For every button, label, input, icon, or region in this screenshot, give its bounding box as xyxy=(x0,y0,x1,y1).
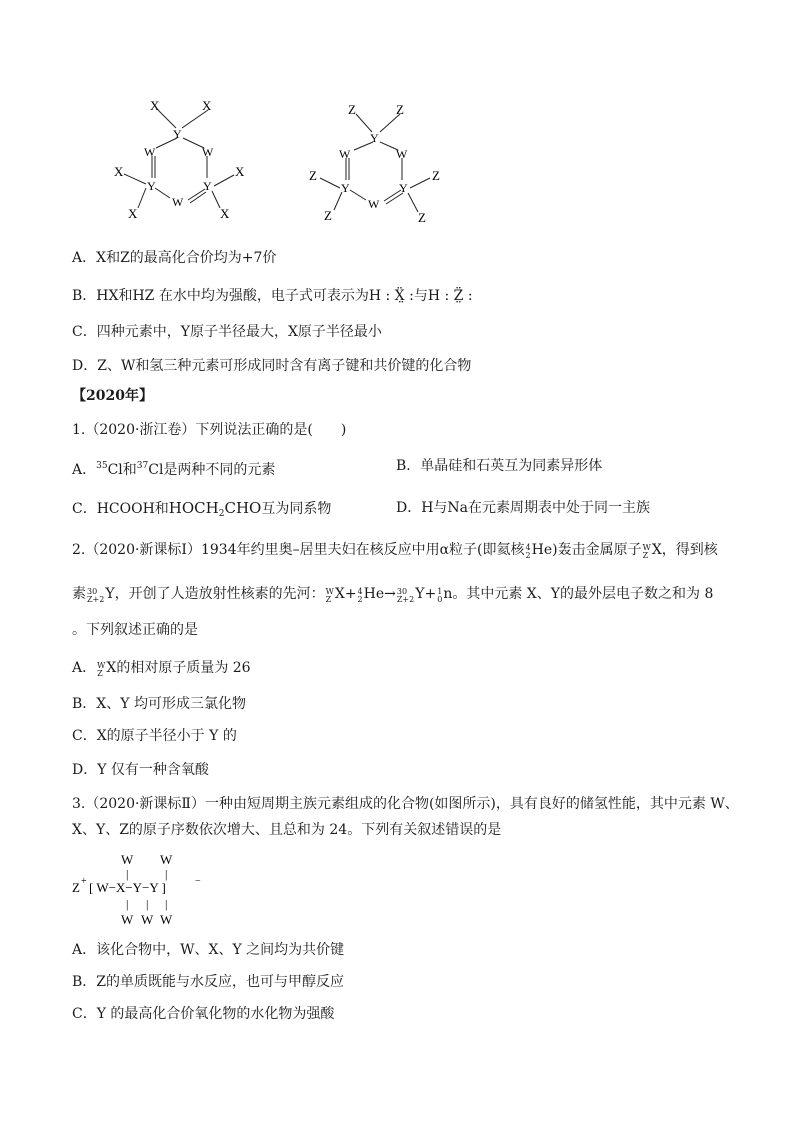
q3-stem-line1: 3.（2020·新课标Ⅱ）一种由短周期主族元素组成的化合物(如图所示)，具有良好的储氢性能，其中元素 W、 xyxy=(72,796,739,812)
eq-arrow: → xyxy=(384,586,396,602)
eq-he-mass: 4 xyxy=(357,587,363,596)
q3-option-b: B．Z的单质既能与水反应，也可与甲醇反应 xyxy=(72,974,345,990)
eq-nuclide-x xyxy=(326,588,334,604)
x-symbol: X xyxy=(651,542,662,558)
q1-a-el2: Cl是两种不同的元素 xyxy=(148,462,276,478)
q2-a-prefix: A． xyxy=(72,660,97,676)
ring-right-sub-right-upper: Z xyxy=(432,168,440,183)
y-symbol: Y xyxy=(105,586,115,602)
anion-cation-z: Z xyxy=(72,880,80,895)
ring-left-w-left: W xyxy=(144,145,156,159)
anion-bond-top-1: | xyxy=(126,867,129,881)
n-mass: 1 xyxy=(437,587,443,596)
ring-right-y-right: Y xyxy=(399,181,408,195)
q2-line2-c: 。其中元素 X、Y的最外层电子数之和为 8 xyxy=(452,586,714,602)
q1-option-b: B．单晶硅和石英互为同素异形体 xyxy=(396,458,603,474)
ring-right-w-right: W xyxy=(396,147,408,161)
anion-w-bottom-3: W xyxy=(160,912,173,927)
ring-right-sub-left-lower: Z xyxy=(324,208,332,223)
he-symbol: He xyxy=(531,542,553,558)
q1-c-formula-end: CHO xyxy=(224,499,262,517)
q2-line1-a: 2.（2020·新课标Ⅰ）1934年约里奥–居里夫妇在核反应中用α粒子(即氦核 xyxy=(72,542,525,558)
q2-a-suffix: 的相对原子质量为 26 xyxy=(116,660,251,676)
ring-right-w-left: W xyxy=(339,147,351,161)
q1-stem: 1.（2020·浙江卷）下列说法正确的是( ) xyxy=(72,422,347,438)
ring-right-sub-top-right: Z xyxy=(396,102,404,117)
q3-stem-line2: X、Y、Z的原子序数依次增大、且总和为 24。下列有关叙述错误的是 xyxy=(72,822,502,838)
ring-left-w-right: W xyxy=(202,145,214,159)
eq-x-symbol: X xyxy=(334,586,345,602)
anion-w-bottom-1: W xyxy=(121,912,134,927)
option-prev-c: C．四种元素中，Y原子半径最大，X原子半径最小 xyxy=(72,324,382,340)
eq-nuclide-n xyxy=(437,588,442,604)
anion-structure-figure xyxy=(70,850,210,930)
q2-stem-line2 xyxy=(72,584,713,604)
ring-left-sub-top-right: X xyxy=(202,98,212,113)
q1-option-d: D．H与Na在元素周期表中处于同一主族 xyxy=(396,500,651,516)
q1-c-suffix: 互为同系物 xyxy=(261,501,332,517)
he-mass: 4 xyxy=(525,543,531,552)
ring-figure-right xyxy=(306,100,456,230)
ring-left-sub-right-upper: X xyxy=(235,164,245,179)
anion-w-bottom-2: W xyxy=(141,912,154,927)
y-mass: 30 xyxy=(87,587,98,596)
n-symbol: n xyxy=(443,586,453,602)
q2-line1-c: ，得到核 xyxy=(661,542,718,558)
q1-option-c xyxy=(72,498,331,524)
q2-a-nuclide-x xyxy=(97,662,105,678)
q2-a-x-mass: W xyxy=(97,661,106,670)
q2-option-b: B．X、Y 均可形成三氯化物 xyxy=(72,696,246,712)
eq-y-symbol: Y xyxy=(415,586,425,602)
q2-option-a xyxy=(72,658,251,678)
eq-y-z: Z+2 xyxy=(396,595,415,604)
q1-a-mass-37: 37 xyxy=(136,461,149,471)
nuclide-x xyxy=(643,544,651,560)
ring-left-y-left: Y xyxy=(147,179,156,193)
n-z: 0 xyxy=(437,595,443,604)
ring-figure-left xyxy=(108,96,258,226)
ring-right-y-left: Y xyxy=(341,181,350,195)
eq-x-mass: W xyxy=(325,587,334,596)
anion-w-top-1: W xyxy=(121,852,134,867)
q1-option-a xyxy=(72,456,275,480)
eq-plus-2: + xyxy=(424,586,437,602)
ring-left-y-top: Y xyxy=(173,127,182,141)
q2-line2-b: ，开创了人造放射性核素的先河： xyxy=(114,586,325,602)
nuclide-y xyxy=(87,588,104,604)
q1-c-prefix: C．HCOOH和 xyxy=(72,501,169,517)
ring-left-w-bottom: W xyxy=(172,195,184,209)
q1-a-prefix: A． xyxy=(72,462,97,478)
anion-cation-charge: + xyxy=(81,876,87,887)
q2-line2-a: 素 xyxy=(72,586,86,602)
anion-bond-bottom-2: | xyxy=(146,897,149,911)
electron-formula-hx: H : Ẍ̤ : xyxy=(368,288,414,304)
q3-option-c: C．Y 的最高化合价氧化物的水化物为强酸 xyxy=(72,1006,335,1022)
eq-nuclide-he xyxy=(358,588,363,604)
ring-right-sub-top-left: Z xyxy=(348,102,356,117)
q1-c-sub: 2 xyxy=(218,509,225,519)
option-prev-d: D．Z、W和氢三种元素可形成同时含有离子键和共价键的化合物 xyxy=(72,358,472,374)
electron-formula-hz: H : Z̤̈ : xyxy=(427,288,473,304)
anion-bond-top-2: | xyxy=(165,867,168,881)
ring-left-sub-right-lower: X xyxy=(220,206,230,221)
ring-left-sub-top-left: X xyxy=(150,98,160,113)
ring-left-sub-left-upper: X xyxy=(114,164,124,179)
eq-nuclide-y xyxy=(397,588,414,604)
anion-bond-bottom-3: | xyxy=(165,897,168,911)
eq-plus-1: + xyxy=(344,586,357,602)
anion-bond-bottom-1: | xyxy=(126,897,129,911)
q1-c-formula: HOCH xyxy=(168,499,219,517)
q2-a-x-symbol: X xyxy=(106,660,117,676)
q2-a-x-z: Z xyxy=(97,669,103,678)
q2-stem-line1 xyxy=(72,540,718,560)
q1-a-el1: Cl和 xyxy=(107,462,137,478)
option-prev-b xyxy=(72,286,473,306)
q1-a-mass-35: 35 xyxy=(96,461,108,471)
eq-he-symbol: He xyxy=(363,586,385,602)
ring-right-sub-right-lower: Z xyxy=(418,210,426,225)
y-z: Z+2 xyxy=(87,595,105,604)
x-mass: W xyxy=(642,543,651,552)
q2-option-d: D．Y 仅有一种含氧酸 xyxy=(72,762,209,778)
anion-core: [ W−X−Y−Y ] xyxy=(89,880,166,895)
eq-he-z: 2 xyxy=(357,595,363,604)
he-z: 2 xyxy=(525,551,531,560)
anion-charge: − xyxy=(195,876,201,887)
anion-w-top-2: W xyxy=(160,852,173,867)
year-header: 【2020年】 xyxy=(72,388,153,404)
q2-stem-line3: 。下列叙述正确的是 xyxy=(72,622,198,638)
option-prev-a: A．X和Z的最高化合价均为+7价 xyxy=(72,250,277,266)
eq-x-z: Z xyxy=(325,595,332,604)
option-prev-b-mid: 与 xyxy=(413,288,428,304)
option-prev-b-text: B．HX和HZ 在水中均为强酸，电子式可表示为 xyxy=(72,288,369,304)
ring-right-y-top: Y xyxy=(370,131,379,145)
eq-y-mass: 30 xyxy=(396,587,408,596)
nuclide-he xyxy=(526,544,531,560)
ring-right-sub-left-upper: Z xyxy=(309,168,317,183)
ring-right-w-bottom: W xyxy=(368,197,380,211)
ring-left-y-right: Y xyxy=(203,179,212,193)
q2-line1-b: )轰击金属原子 xyxy=(552,542,642,558)
q3-option-a: A．该化合物中，W、X、Y 之间均为共价键 xyxy=(72,942,345,958)
x-z: Z xyxy=(642,551,649,560)
q2-option-c: C．X的原子半径小于 Y 的 xyxy=(72,728,237,744)
ring-left-sub-left-lower: X xyxy=(128,206,138,221)
